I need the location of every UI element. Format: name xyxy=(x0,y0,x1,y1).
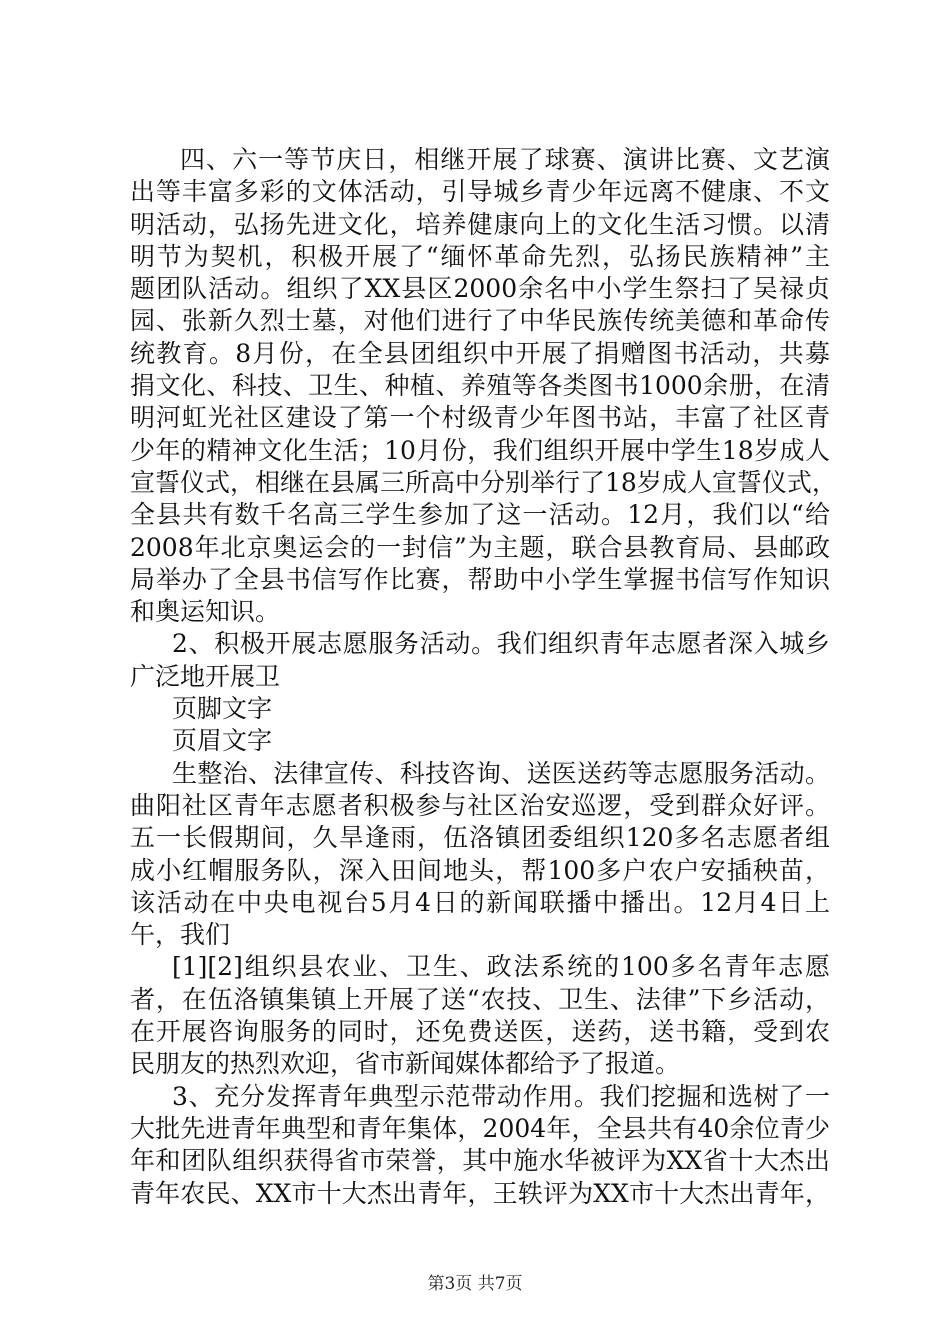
page-footer xyxy=(0,1273,950,1295)
text-line: 民朋友的热烈欢迎，省市新闻媒体都给予了报道。 xyxy=(130,1049,681,1079)
text-line: [1][2]组织县农业、卫生、政法系统的100多名青年志愿 xyxy=(172,952,830,982)
text-line: 宣誓仪式，相继在县属三所高中分别举行了18岁成人宣誓仪式， xyxy=(130,467,837,497)
text-line: 该活动在中央电视台5月4日的新闻联播中播出。12月4日上 xyxy=(130,887,830,917)
text-line: 者，在伍洛镇集镇上开展了送“农技、卫生、法律”下乡活动， xyxy=(130,984,830,1014)
text-line: 广泛地开展卫 xyxy=(130,661,281,691)
text-line: 明活动，弘扬先进文化，培养健康向上的文化生活习惯。以清 xyxy=(130,209,830,239)
text-line: 园、张新久烈士墓，对他们进行了中华民族传统美德和革命传 xyxy=(130,306,830,336)
text-line: 明河虹光社区建设了第一个村级青少年图书站，丰富了社区青 xyxy=(130,403,830,433)
text-line: 四、六一等节庆日，相继开展了球赛、演讲比赛、文艺演 xyxy=(180,145,830,174)
text-line: 午，我们 xyxy=(130,920,231,950)
text-line: 生整治、法律宣传、科技咨询、送医送药等志愿服务活动。 xyxy=(172,758,830,788)
text-line: 全县共有数千名高三学生参加了这一活动。12月，我们以“给 xyxy=(130,500,830,530)
page-number: 第3页 共7页 xyxy=(427,1274,523,1294)
text-line: 年和团队组织获得省市荣誉，其中施水华被评为XX省十大杰出 xyxy=(130,1146,830,1176)
text-line: 局举办了全县书信写作比赛，帮助中小学生掌握书信写作知识 xyxy=(130,564,830,594)
text-line: 2、积极开展志愿服务活动。我们组织青年志愿者深入城乡 xyxy=(172,629,830,659)
text-line: 题团队活动。组织了XX县区2000余名中小学生祭扫了吴禄贞 xyxy=(130,274,830,304)
text-line: 在开展咨询服务的同时，还免费送医，送药，送书籍，受到农 xyxy=(130,1017,830,1047)
text-line: 和奥运知识。 xyxy=(130,597,281,627)
text-line: 少年的精神文化生活；10月份，我们组织开展中学生18岁成人 xyxy=(130,435,830,465)
text-line: 五一长假期间，久旱逢雨，伍洛镇团委组织120多名志愿者组 xyxy=(130,823,830,853)
header-placeholder-text: 页眉文字 xyxy=(172,726,273,756)
text-line: 曲阳社区青年志愿者积极参与社区治安巡逻，受到群众好评。 xyxy=(130,790,830,820)
text-line: 成小红帽服务队，深入田间地头，帮100多户农户安插秧苗， xyxy=(130,855,830,885)
text-line: 青年农民、XX市十大杰出青年，王轶评为XX市十大杰出青年， xyxy=(130,1178,830,1208)
body-text xyxy=(130,144,837,1210)
text-line: 大批先进青年典型和青年集体，2004年，全县共有40余位青少 xyxy=(130,1113,830,1143)
text-line: 2008年北京奥运会的一封信”为主题，联合县教育局、县邮政 xyxy=(130,532,830,562)
text-line: 统教育。8月份，在全县团组织中开展了捐赠图书活动，共募 xyxy=(130,338,830,368)
footer-placeholder-text: 页脚文字 xyxy=(172,694,273,724)
text-line: 捐文化、科技、卫生、种植、养殖等各类图书1000余册，在清 xyxy=(130,371,830,401)
text-line: 3、充分发挥青年典型示范带动作用。我们挖掘和选树了一 xyxy=(172,1081,830,1111)
text-line: 出等丰富多彩的文体活动，引导城乡青少年远离不健康、不文 xyxy=(130,177,830,207)
text-line: 明节为契机，积极开展了“缅怀革命先烈，弘扬民族精神”主 xyxy=(130,241,830,271)
